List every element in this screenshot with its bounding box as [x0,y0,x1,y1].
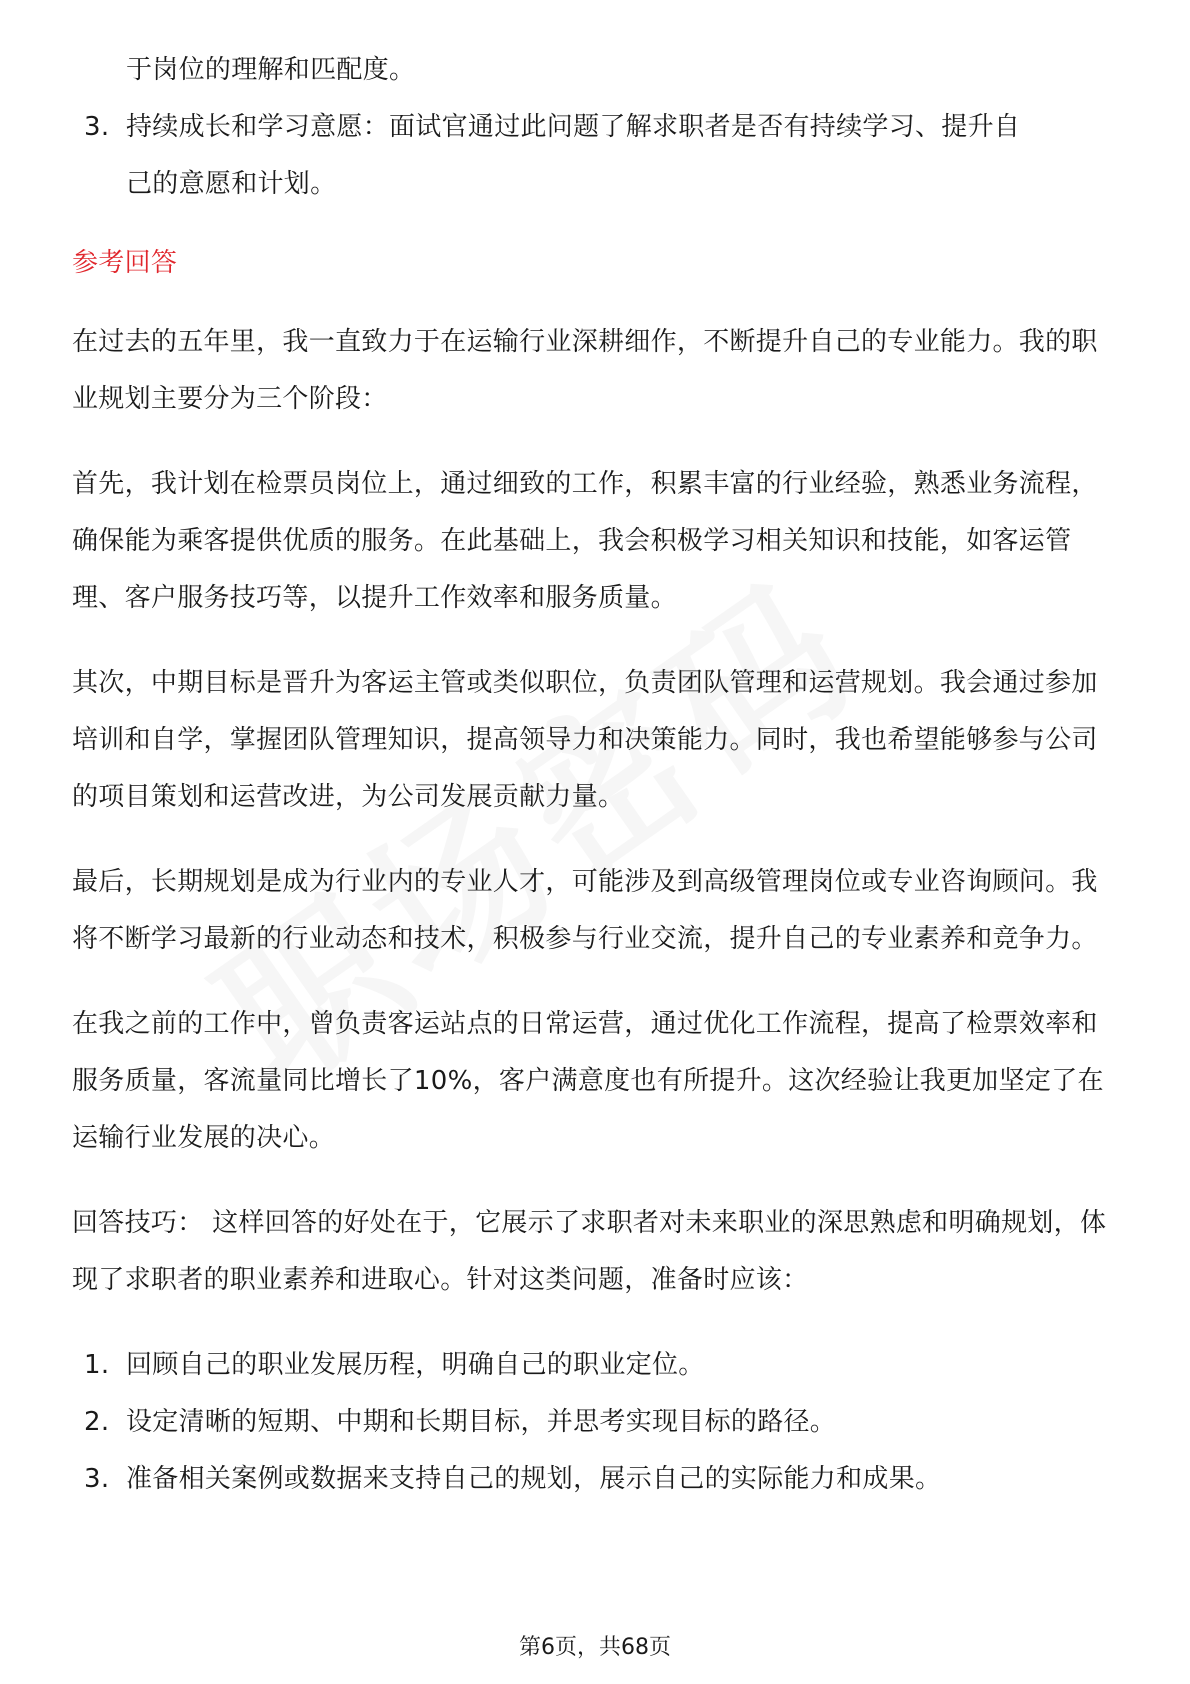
list-item-text: 设定清晰的短期、中期和长期目标，并思考实现目标的路径。 [126,1407,837,1437]
page-footer: 第6页，共68页 [519,1635,671,1660]
list-item-line: 己的意愿和计划。 [126,169,337,199]
list-item-continuation: 于岗位的理解和匹配度。 [126,55,416,85]
list-item-number: 1. [84,1350,110,1380]
paragraph-experience: 在我之前的工作中，曾负责客运站点的日常运营，通过优化工作流程，提高了检票效率和服务质量，客流量同比增长了10%，客户满意度也有所提升。这次经验让我更加坚定了在运输行业发展的决心。 [72,1009,1104,1153]
list-item-text: 回顾自己的职业发展历程，明确自己的职业定位。 [126,1350,705,1380]
paragraph-long-term: 最后，长期规划是成为行业内的专业人才，可能涉及到高级管理岗位或专业咨询顾问。我将不断学习最新的行业动态和技术，积极参与行业交流，提升自己的专业素养和竞争力。 [72,867,1098,954]
list-item [72,1337,1118,1394]
list-item [72,1394,1118,1451]
list-item-text: 准备相关案例或数据来支持自己的规划，展示自己的实际能力和成果。 [126,1464,942,1494]
list-item-number: 2. [84,1407,110,1437]
list-item-number: 3. [84,112,110,142]
list-item-line: 持续成长和学习意愿：面试官通过此问题了解求职者是否有持续学习、提升自 [126,112,1021,142]
tips-list [72,1337,1118,1508]
page-content [72,42,1118,1508]
list-item-number: 3. [84,1464,110,1494]
paragraph-intro: 在过去的五年里，我一直致力于在运输行业深耕细作，不断提升自己的专业能力。我的职业规划主要分为三个阶段： [72,327,1098,414]
top-list [72,42,1118,213]
list-item [72,1451,1118,1508]
section-title: 参考回答 [72,248,178,278]
paragraph-first-stage: 首先，我计划在检票员岗位上，通过细致的工作，积累丰富的行业经验，熟悉业务流程，确保能为乘客提供优质的服务。在此基础上，我会积极学习相关知识和技能，如客运管理、客户服务技巧等，以提升工作效率和服务质量。 [72,469,1098,613]
list-item [72,99,1118,213]
paragraph-mid-stage: 其次，中期目标是晋升为客运主管或类似职位，负责团队管理和运营规划。我会通过参加培训和自学，掌握团队管理知识，提高领导力和决策能力。同时，我也希望能够参与公司的项目策划和运营改进，为公司发展贡献力量。 [72,668,1098,812]
paragraph-tips: 回答技巧： 这样回答的好处在于，它展示了求职者对未来职业的深思熟虑和明确规划，体现了求职者的职业素养和进取心。针对这类问题，准备时应该： [72,1208,1107,1295]
